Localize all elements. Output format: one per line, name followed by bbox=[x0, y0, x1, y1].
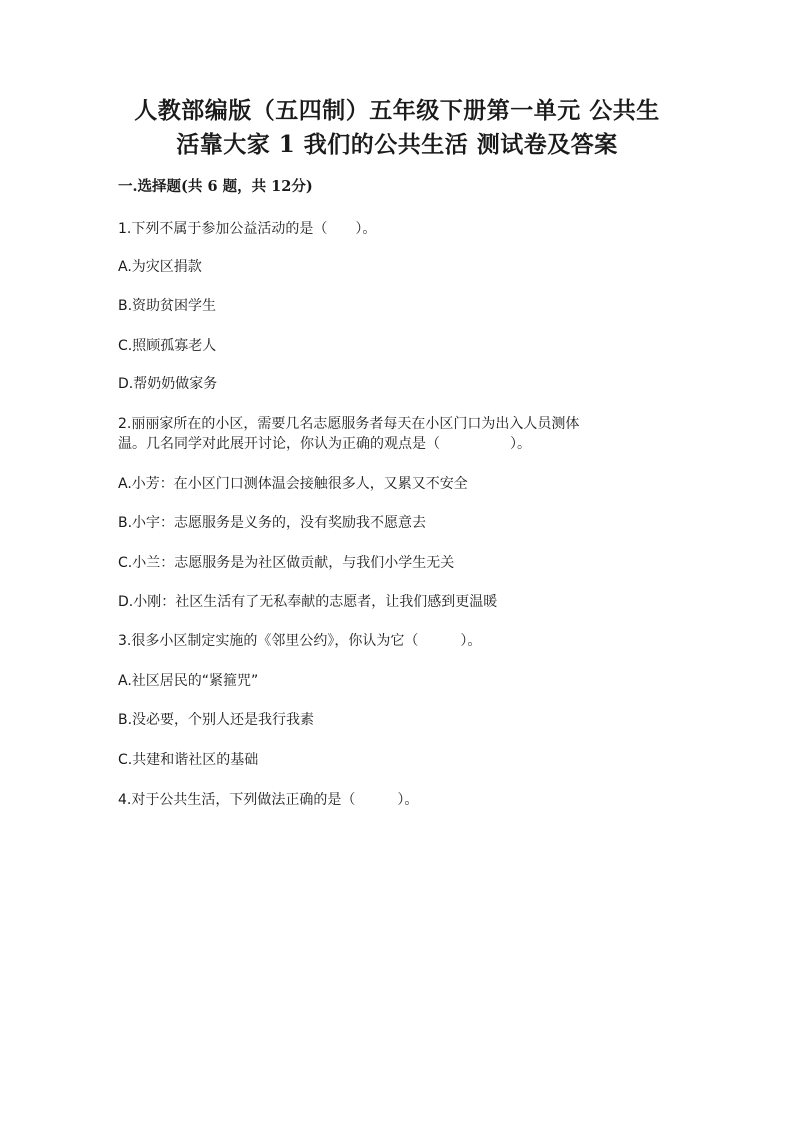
question-4-stem: 4.对于公共生活，下列做法正确的是（ ）。 bbox=[118, 792, 419, 808]
question-1-option-d: D.帮奶奶做家务 bbox=[118, 376, 218, 392]
question-1-option-c: C.照顾孤寡老人 bbox=[118, 338, 217, 354]
question-1-stem: 1.下列不属于参加公益活动的是（ ）。 bbox=[118, 221, 377, 237]
question-2-stem-line-2: 温。几名同学对此展开讨论，你认为正确的观点是（ ）。 bbox=[118, 436, 531, 452]
document-title bbox=[100, 94, 694, 162]
title-line-1: 人教部编版（五四制）五年级下册第一单元 公共生 bbox=[134, 97, 660, 124]
question-3-option-b: B.没必要，个别人还是我行我素 bbox=[118, 712, 315, 728]
title-line-2: 活靠大家 1 我们的公共生活 测试卷及答案 bbox=[176, 131, 618, 158]
question-2-stem-line-1: 2.丽丽家所在的小区，需要几名志愿服务者每天在小区门口为出入人员测体 bbox=[118, 416, 580, 432]
question-3-option-a: A.社区居民的“紧箍咒” bbox=[118, 673, 259, 689]
question-3-option-c: C.共建和谐社区的基础 bbox=[118, 752, 259, 768]
section-heading: 一.选择题(共 6 题，共 12分) bbox=[118, 178, 313, 195]
question-2-option-b: B.小宇：志愿服务是义务的，没有奖励我不愿意去 bbox=[118, 515, 427, 531]
question-2-option-c: C.小兰：志愿服务是为社区做贡献，与我们小学生无关 bbox=[118, 555, 455, 571]
question-2-option-d: D.小刚：社区生活有了无私奉献的志愿者，让我们感到更温暖 bbox=[118, 594, 498, 610]
question-1-option-b: B.资助贫困学生 bbox=[118, 298, 217, 314]
question-3-stem: 3.很多小区制定实施的《邻里公约》，你认为它（ ）。 bbox=[118, 633, 482, 649]
question-1-option-a: A.为灾区捐款 bbox=[118, 259, 202, 275]
question-2-option-a: A.小芳：在小区门口测体温会接触很多人，又累又不安全 bbox=[118, 476, 468, 492]
